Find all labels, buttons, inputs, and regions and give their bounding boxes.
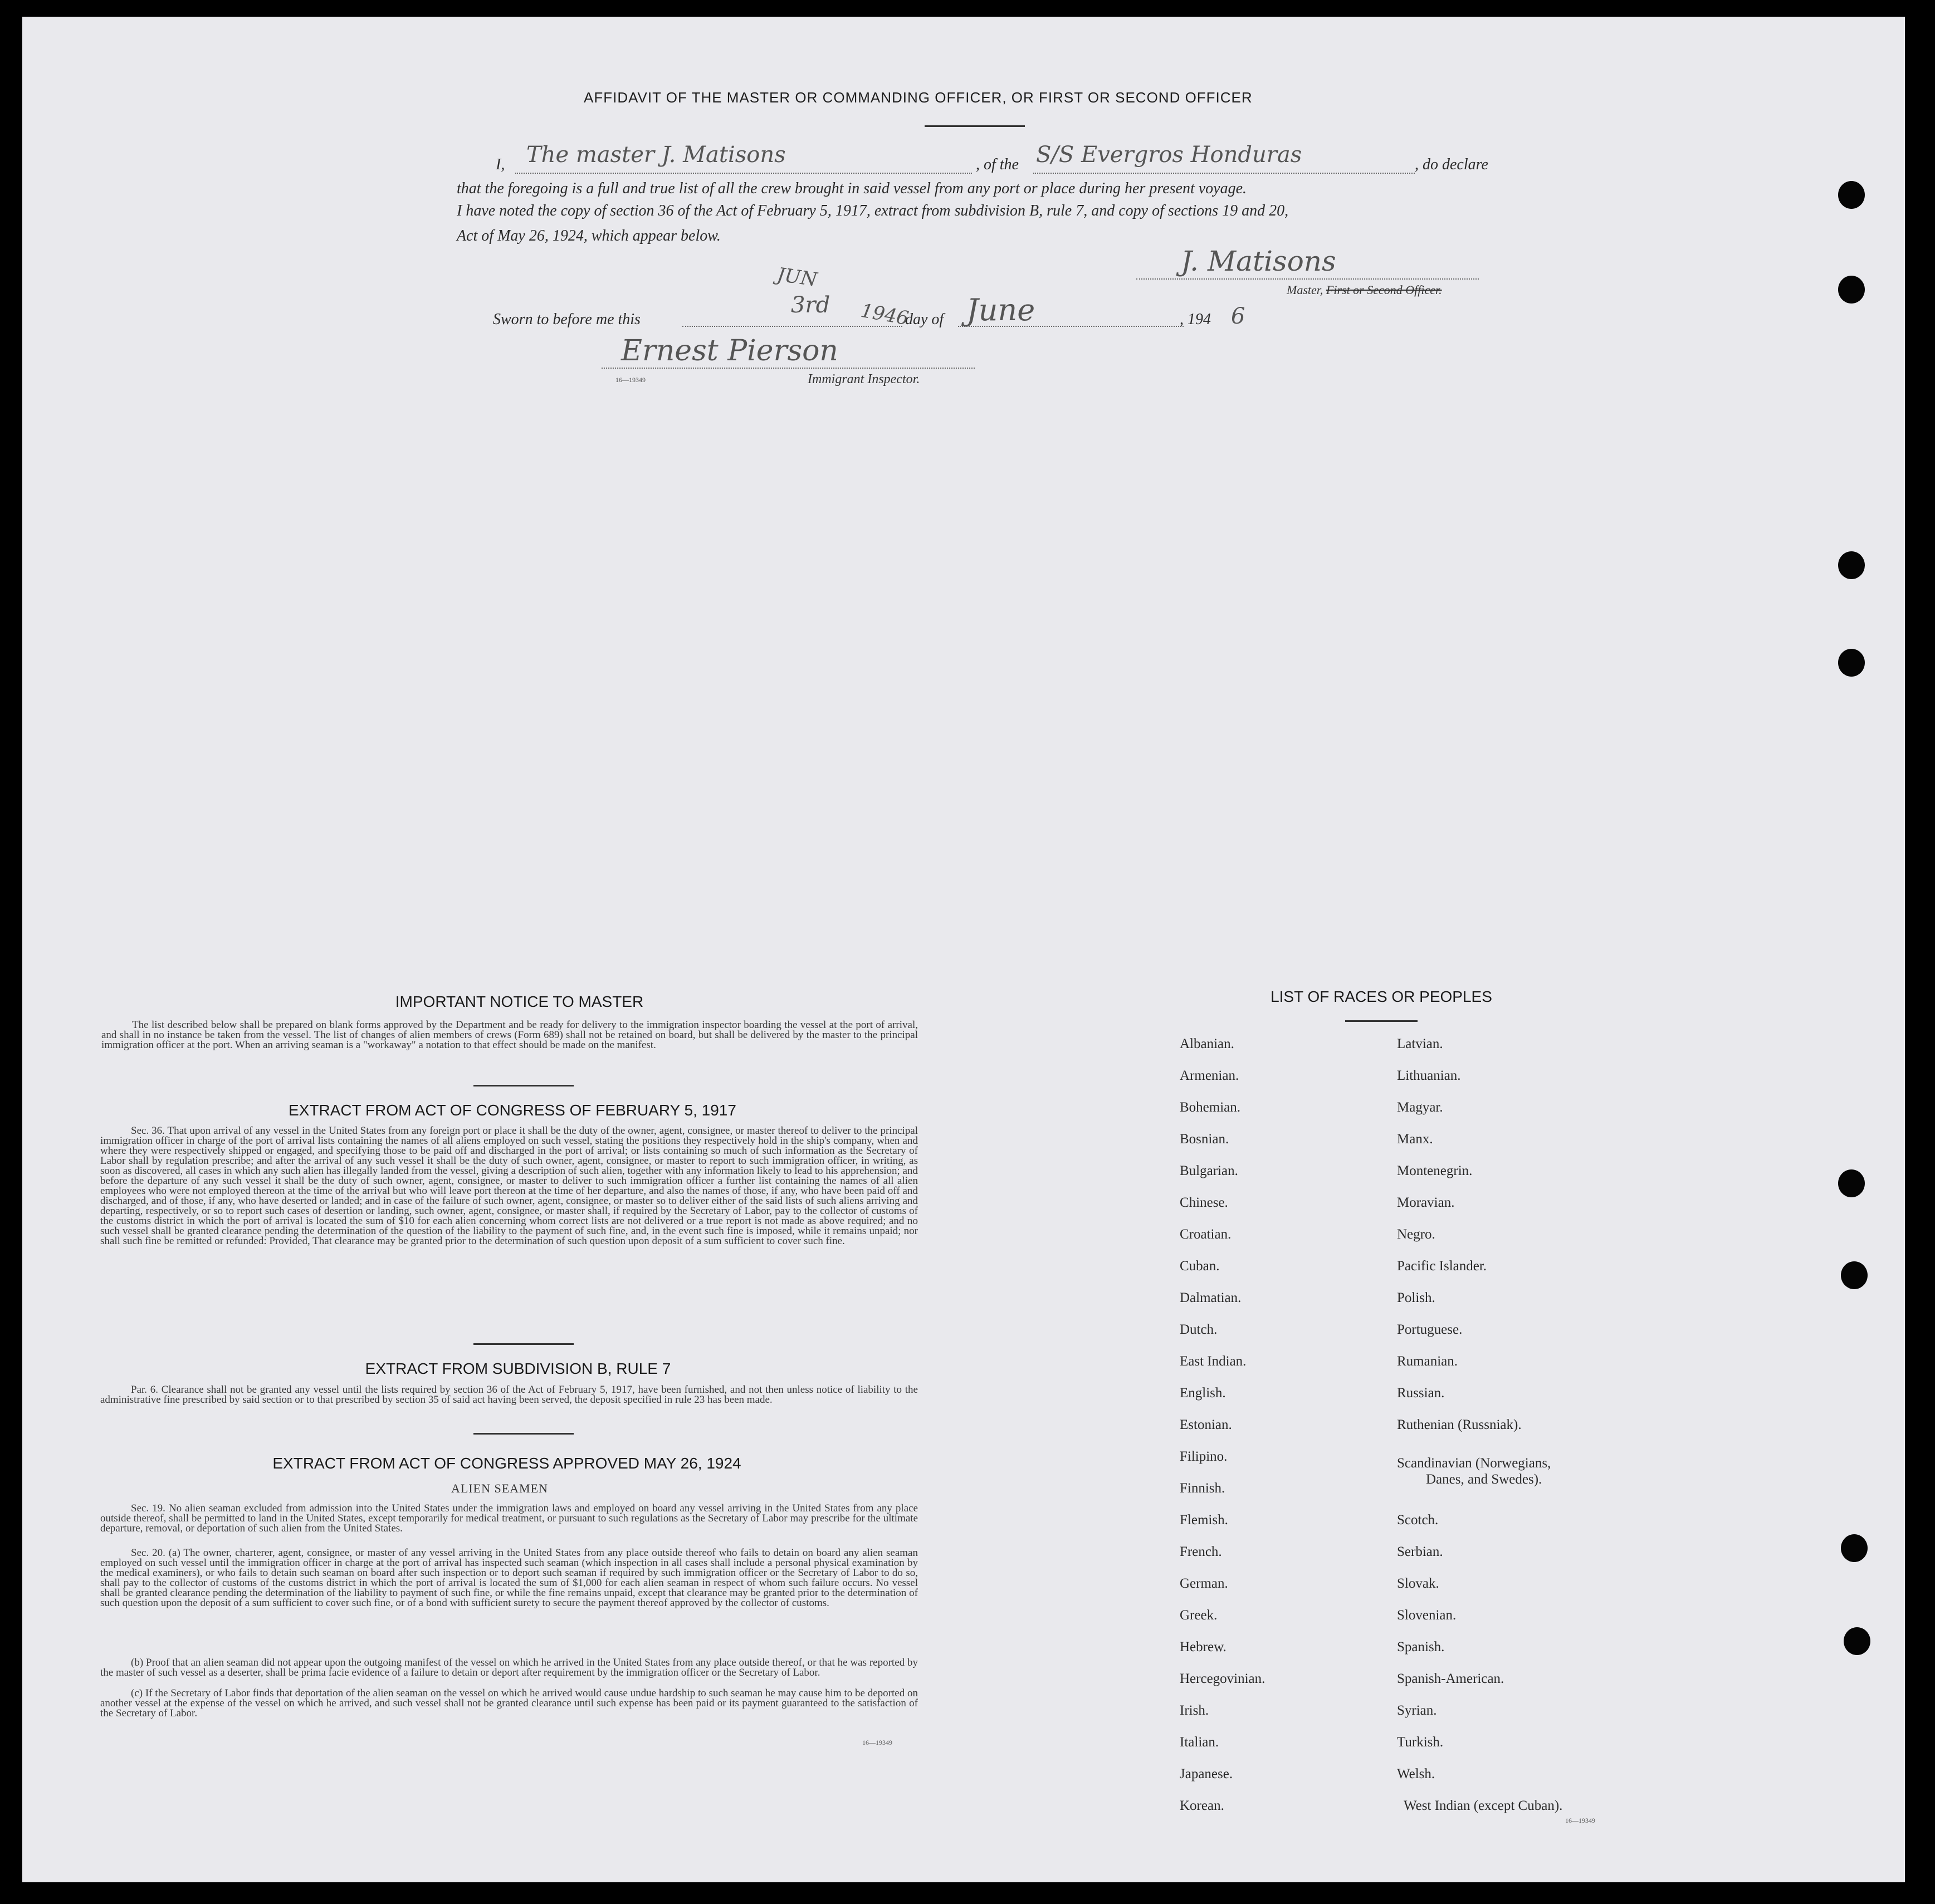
inspector-line bbox=[602, 368, 975, 369]
race-right: Danes, and Swedes). bbox=[1426, 1472, 1542, 1487]
race-left: Greek. bbox=[1180, 1608, 1218, 1623]
race-right: Ruthenian (Russniak). bbox=[1397, 1417, 1522, 1432]
year-handwritten: 6 bbox=[1231, 304, 1245, 329]
rule-7-body: Par. 6. Clearance shall not be granted any vessel until the lists required by section 36 of the Act of February 5, 1917, have been furnished, and not then unless notice of liability to the administrative fine prescribed by said section or to that prescribed by section 35 of said act having been served, the deposit specified in rule 23 has been made. bbox=[100, 1384, 918, 1406]
race-left: Hebrew. bbox=[1180, 1639, 1227, 1655]
binder-hole bbox=[1844, 1627, 1870, 1655]
section-rule bbox=[473, 1343, 574, 1345]
race-right: Russian. bbox=[1397, 1386, 1445, 1401]
signature-line bbox=[1136, 278, 1479, 280]
notice-body: The list described below shall be prepared on blank forms approved by the Department and be ready for delivery to the immigration inspector boarding the vessel at the port of arrival, and shall in no instance be taken from the vessel. The list of changes of alien members of crews (Form 689) shall not be retained on board, but shall be delivered by the master to the principal immigration officer at the port. When an arriving seaman is a "workaway" a notation to that effect should be made on the manifest. bbox=[101, 1019, 918, 1051]
race-left: Dalmatian. bbox=[1180, 1290, 1242, 1305]
race-right: Lithuanian. bbox=[1397, 1068, 1461, 1083]
race-right: Welsh. bbox=[1397, 1766, 1435, 1781]
race-left: Bulgarian. bbox=[1180, 1163, 1238, 1178]
race-left: Hercegovinian. bbox=[1180, 1671, 1265, 1686]
race-right: Magyar. bbox=[1397, 1100, 1443, 1115]
race-left: Chinese. bbox=[1180, 1195, 1228, 1210]
binder-hole bbox=[1838, 276, 1865, 304]
binder-hole bbox=[1838, 649, 1865, 677]
affidavit-title: AFFIDAVIT OF THE MASTER OR COMMANDING OFFICER, OR FIRST OR SECOND OFFICER bbox=[584, 89, 1253, 106]
race-left: Japanese. bbox=[1180, 1766, 1233, 1781]
race-left: Bosnian. bbox=[1180, 1132, 1229, 1147]
race-right: Spanish-American. bbox=[1397, 1671, 1504, 1686]
struck-officer-label: First or Second Officer. bbox=[1326, 283, 1442, 297]
race-left: German. bbox=[1180, 1576, 1228, 1591]
race-left: French. bbox=[1180, 1544, 1222, 1559]
binder-hole bbox=[1838, 551, 1865, 579]
extract-1924-sec-20a: Sec. 20. (a) The owner, charterer, agent, consignee, or master of any vessel arriving in the United States from any place outside thereof who fails to detain on board any alien seaman employed on such vessel until the immigration officer in charge at the port of arrival has inspected such seaman (which inspection in all cases shall include a personal physical examination by the medical examiners), or who fails to detain such seaman on board after such inspection or to deport such seaman if required by such immigration officer or the Secretary of Labor to do so, shall pay to the collector of customs of the customs district in which the port of arrival is located the sum of $1,000 for each alien seaman in respect of whom such failure occurs. No vessel shall be granted clearance pending the determination of the liability to payment of such fine, or while the fine remains unpaid, except that clearance may be granted prior to the determination of such question upon the deposit of a sum sufficient to cover such fine, or of a bond with sufficient surety to secure the payment thereof approved by the collector of customs. bbox=[100, 1547, 918, 1609]
race-left: East Indian. bbox=[1180, 1354, 1247, 1369]
section-rule bbox=[1345, 1020, 1418, 1022]
race-left: Dutch. bbox=[1180, 1322, 1218, 1337]
race-right: Pacific Islander. bbox=[1397, 1259, 1487, 1274]
extract-1917-body: Sec. 36. That upon arrival of any vessel in the United States from any foreign port or place it shall be the duty of the owner, agent, consignee, or master thereof to deliver to the principal immigration officer in charge of the port of arrival lists containing the names of all aliens employed on such vessel, stating the positions they respectively hold in the ship's company, when and where they were respectively shipped or engaged, and specifying those to be paid off and discharged in the port of arrival; or lists containing so much of such information as the Secretary of Labor shall by regulation prescribe; and after the arrival of any such vessel it shall be the duty of such owner, agent, consignee, or master to report to such immigration officer, in writing, as soon as discovered, all cases in which any such alien has illegally landed from the vessel, giving a description of such alien, together with any information likely to lead to his apprehension; and before the departure of any such vessel it shall be the duty of such owner, agent, consignee, or master to deliver to such immigration officer a further list containing the names of all alien employees who were not employed thereon at the time of the arrival but who will leave port thereon at the time of her departure, and also the names of those, if any, who have been paid off and discharged, and of those, if any, who have deserted or landed; and in case of the failure of such owner, agent, consignee, or master so to deliver either of the said lists of such aliens arriving and departing, respectively, or so to report such cases of desertion or landing, such owner, agent, consignee, or master shall, if required by the Secretary of Labor, pay to the collector of customs of the customs district in which the port of arrival is located the sum of $10 for each alien concerning whom correct lists are not delivered or a true report is not made as above required; and no such vessel shall be granted clearance pending the determination of the question of the liability to the payment of such fine, and, in the event such fine is imposed, while it remains unpaid; nor shall such fine be remitted or refunded: Provided, That clearance may be granted prior to the determination of such question upon deposit of a sum sufficient to cover such fine. bbox=[100, 1125, 918, 1247]
month-handwritten: June bbox=[966, 292, 1035, 327]
race-left: Croatian. bbox=[1180, 1227, 1232, 1242]
binder-hole bbox=[1838, 181, 1865, 209]
day-of-label: day of bbox=[905, 311, 944, 328]
form-number: 16—19349 bbox=[862, 1739, 892, 1746]
form-number: 16—19349 bbox=[615, 376, 646, 384]
master-signature: J. Matisons bbox=[1181, 245, 1336, 277]
section-rule bbox=[473, 1085, 574, 1086]
race-right: Polish. bbox=[1397, 1290, 1435, 1305]
race-right: Scandinavian (Norwegians, bbox=[1397, 1456, 1551, 1471]
form-number: 16—19349 bbox=[1565, 1817, 1595, 1824]
race-right: Latvian. bbox=[1397, 1036, 1443, 1051]
master-title-label bbox=[1287, 283, 1442, 297]
extract-1924-sec-19: Sec. 19. No alien seaman excluded from admission into the United States under the immigration laws and employed on board any vessel arriving in the United States from any place outside thereof, shall be permitted to land in the United States, except temporarily for medical treatment, or pursuant to such regulations as the Secretary of Labor may prescribe for the ultimate departure, removal, or deportation of such alien from the United States. bbox=[100, 1502, 918, 1534]
race-left: Finnish. bbox=[1180, 1481, 1225, 1496]
race-right: Slovenian. bbox=[1397, 1608, 1457, 1623]
race-left: Albanian. bbox=[1180, 1036, 1234, 1051]
affidavit-line-4: Act of May 26, 1924, which appear below. bbox=[457, 227, 721, 244]
race-right: Slovak. bbox=[1397, 1576, 1439, 1591]
stamp-month: JUN bbox=[775, 263, 819, 291]
race-left: Korean. bbox=[1180, 1798, 1224, 1813]
binder-hole bbox=[1838, 1169, 1865, 1197]
title-rule bbox=[925, 125, 1025, 127]
extract-1924-sec-20c: (c) If the Secretary of Labor finds that deportation of the alien seaman on the vessel on which he arrived would cause undue hardship to such seaman he may cause him to be deported on another vessel at the expense of the vessel on which he arrived, and such vessel shall not be granted clearance until such expense has been paid or its payment guaranteed to the satisfaction of the Secretary of Labor. bbox=[100, 1687, 918, 1719]
master-label: Master, bbox=[1287, 283, 1323, 297]
race-right: Manx. bbox=[1397, 1132, 1433, 1147]
vessel-name-handwritten: S/S Evergros Honduras bbox=[1036, 142, 1302, 168]
inspector-label: Immigrant Inspector. bbox=[808, 372, 920, 386]
race-right: Serbian. bbox=[1397, 1544, 1443, 1559]
sworn-label: Sworn to before me this bbox=[493, 311, 641, 328]
of-the-label: , of the bbox=[976, 156, 1019, 173]
race-left: Irish. bbox=[1180, 1703, 1209, 1718]
affidavit-line-2: that the foregoing is a full and true list of all the crew brought in said vessel from any port or place during her present voyage. bbox=[457, 180, 1247, 197]
affidavit-line-3: I have noted the copy of section 36 of the Act of February 5, 1917, extract from subdivision B, rule 7, and copy of sections 19 and 20, bbox=[457, 202, 1289, 219]
race-right: Scotch. bbox=[1397, 1513, 1439, 1528]
i-label: I, bbox=[496, 156, 505, 173]
race-right: Spanish. bbox=[1397, 1639, 1445, 1655]
race-right: Syrian. bbox=[1397, 1703, 1437, 1718]
race-right: Montenegrin. bbox=[1397, 1163, 1473, 1178]
race-right: Turkish. bbox=[1397, 1735, 1444, 1750]
race-left: Armenian. bbox=[1180, 1068, 1239, 1083]
notice-title: IMPORTANT NOTICE TO MASTER bbox=[395, 993, 644, 1010]
extract-1924-sec-20b: (b) Proof that an alien seaman did not appear upon the outgoing manifest of the vessel on which he arrived in the United States from any place outside thereof, or that he was reported by the master of such vessel as a deserter, shall be prima facie evidence of a failure to detain or deport after requirement by the immigration officer or the Secretary of Labor. bbox=[100, 1657, 918, 1678]
race-left: Filipino. bbox=[1180, 1449, 1228, 1464]
binder-hole bbox=[1841, 1261, 1868, 1289]
races-title: LIST OF RACES OR PEOPLES bbox=[1271, 988, 1492, 1005]
race-right: Moravian. bbox=[1397, 1195, 1455, 1210]
year-label: , 194 bbox=[1180, 311, 1211, 328]
race-left: Flemish. bbox=[1180, 1513, 1228, 1528]
race-right: Rumanian. bbox=[1397, 1354, 1458, 1369]
alien-seamen-subtitle: ALIEN SEAMEN bbox=[451, 1481, 548, 1495]
race-left: English. bbox=[1180, 1386, 1226, 1401]
day-handwritten: 3rd bbox=[791, 292, 830, 318]
master-name-handwritten: The master J. Matisons bbox=[526, 142, 786, 168]
race-left: Estonian. bbox=[1180, 1417, 1232, 1432]
race-right: Portuguese. bbox=[1397, 1322, 1463, 1337]
race-left: Italian. bbox=[1180, 1735, 1219, 1750]
vessel-line bbox=[1033, 173, 1415, 174]
stamp-year: 1946 bbox=[859, 299, 911, 330]
race-right: West Indian (except Cuban). bbox=[1404, 1798, 1563, 1813]
day-line bbox=[682, 326, 902, 327]
inspector-signature: Ernest Pierson bbox=[621, 334, 838, 368]
race-left: Bohemian. bbox=[1180, 1100, 1241, 1115]
extract-1924-title: EXTRACT FROM ACT OF CONGRESS APPROVED MAY 26, 1924 bbox=[272, 1455, 741, 1472]
race-left: Cuban. bbox=[1180, 1259, 1220, 1274]
do-declare-label: , do declare bbox=[1415, 156, 1488, 173]
rule-7-title: EXTRACT FROM SUBDIVISION B, RULE 7 bbox=[365, 1360, 671, 1377]
binder-hole bbox=[1841, 1534, 1868, 1562]
section-rule bbox=[473, 1433, 574, 1435]
race-right: Negro. bbox=[1397, 1227, 1435, 1242]
name-line bbox=[515, 173, 972, 174]
extract-1917-title: EXTRACT FROM ACT OF CONGRESS OF FEBRUARY 5, 1917 bbox=[289, 1102, 736, 1119]
